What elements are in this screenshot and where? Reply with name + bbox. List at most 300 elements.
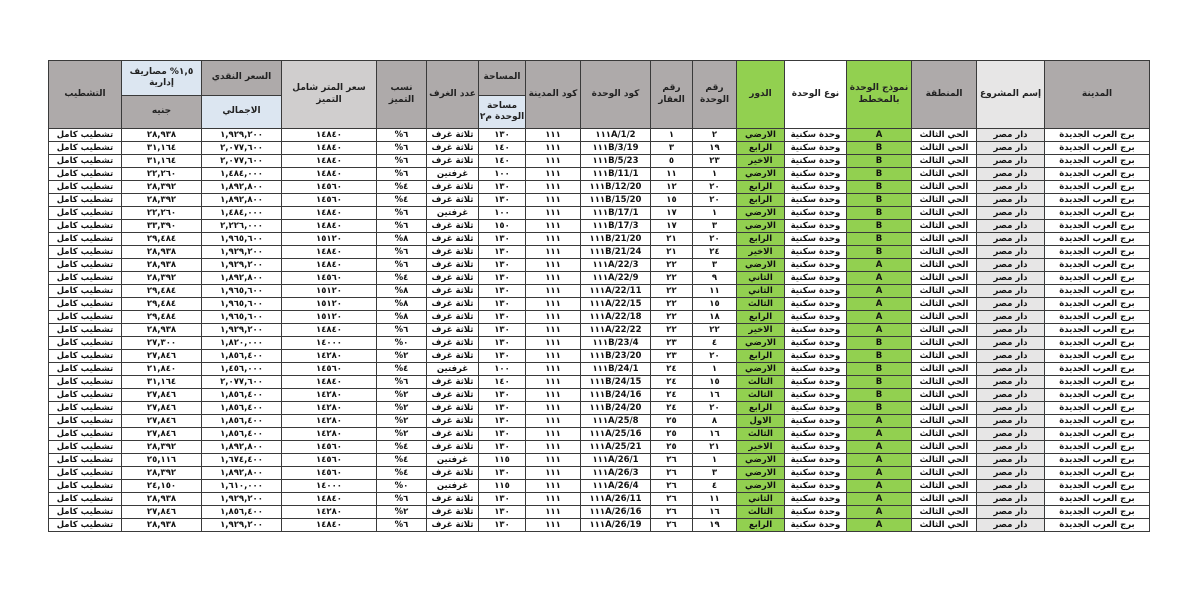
cell-unit-no: ٣	[693, 467, 737, 480]
cell-premium: ٤%	[377, 181, 427, 194]
cell-floor: الثاني	[737, 272, 785, 285]
cell-city-code: ١١١	[526, 285, 581, 298]
header-unit-code: كود الوحدة	[581, 61, 651, 129]
cell-finishing: تشطيب كامل	[49, 259, 122, 272]
cell-unit-no: ٢١	[693, 441, 737, 454]
cell-total: ١,٩٦٥,٦٠٠	[202, 311, 282, 324]
cell-total: ١,٩٦٥,٦٠٠	[202, 285, 282, 298]
cell-region: الحي الثالث	[912, 428, 977, 441]
cell-total: ١,٤٥٦,٠٠٠	[202, 363, 282, 376]
cell-model: A	[847, 506, 912, 519]
cell-rooms: ثلاثة غرف	[427, 519, 479, 532]
cell-project: دار مصر	[977, 493, 1045, 506]
cell-unit-no: ٨	[693, 415, 737, 428]
cell-rooms: ثلاثة غرف	[427, 415, 479, 428]
cell-finishing: تشطيب كامل	[49, 389, 122, 402]
cell-finishing: تشطيب كامل	[49, 363, 122, 376]
cell-finishing: تشطيب كامل	[49, 194, 122, 207]
cell-floor: الثاني	[737, 285, 785, 298]
cell-region: الحي الثالث	[912, 363, 977, 376]
cell-region: الحي الثالث	[912, 389, 977, 402]
cell-project: دار مصر	[977, 311, 1045, 324]
cell-city: برج العرب الجديدة	[1045, 246, 1150, 259]
cell-premium: ٦%	[377, 324, 427, 337]
cell-admin-fee: ٢٨,٣٩٢	[122, 467, 202, 480]
cell-rooms: ثلاثة غرف	[427, 428, 479, 441]
cell-meter-price: ١٤٨٤٠	[282, 142, 377, 155]
cell-unit-no: ١	[693, 207, 737, 220]
cell-total: ١,٩٦٥,٦٠٠	[202, 298, 282, 311]
cell-unit-code: ١١١A/22/22	[581, 324, 651, 337]
cell-finishing: تشطيب كامل	[49, 168, 122, 181]
header-floor: الدور	[737, 61, 785, 129]
table-row	[49, 298, 1150, 311]
cell-area: ١٣٠	[479, 298, 526, 311]
cell-city-code: ١١١	[526, 467, 581, 480]
cell-property-no: ١١	[651, 168, 693, 181]
cell-unit-no: ٣	[693, 220, 737, 233]
table-row	[49, 350, 1150, 363]
table-row	[49, 324, 1150, 337]
cell-city-code: ١١١	[526, 129, 581, 142]
cell-unit-no: ٣	[693, 259, 737, 272]
cell-floor: الارضي	[737, 129, 785, 142]
cell-meter-price: ١٤٠٠٠	[282, 337, 377, 350]
cell-admin-fee: ٢٨,٣٩٢	[122, 441, 202, 454]
cell-floor: الثالث	[737, 428, 785, 441]
cell-project: دار مصر	[977, 272, 1045, 285]
header-rooms: عدد الغرف	[427, 61, 479, 129]
cell-unit-no: ٢٠	[693, 350, 737, 363]
cell-admin-fee: ٢٨,٩٣٨	[122, 259, 202, 272]
cell-finishing: تشطيب كامل	[49, 519, 122, 532]
cell-rooms: ثلاثة غرف	[427, 493, 479, 506]
cell-total: ٢,٢٢٦,٠٠٠	[202, 220, 282, 233]
cell-meter-price: ١٤٥٦٠	[282, 363, 377, 376]
cell-type: وحدة سكنية	[785, 324, 847, 337]
cell-meter-price: ١٤٨٤٠	[282, 376, 377, 389]
cell-region: الحي الثالث	[912, 324, 977, 337]
table-row	[49, 194, 1150, 207]
cell-premium: ٦%	[377, 259, 427, 272]
cell-premium: ٦%	[377, 129, 427, 142]
header-property-no: رقم العقار	[651, 61, 693, 129]
cell-project: دار مصر	[977, 246, 1045, 259]
cell-rooms: غرفتين	[427, 363, 479, 376]
cell-city-code: ١١١	[526, 519, 581, 532]
cell-total: ١,٩٢٩,٢٠٠	[202, 324, 282, 337]
cell-admin-fee: ٢٨,٩٣٨	[122, 129, 202, 142]
cell-project: دار مصر	[977, 155, 1045, 168]
cell-city: برج العرب الجديدة	[1045, 480, 1150, 493]
cell-meter-price: ١٤٨٤٠	[282, 493, 377, 506]
cell-project: دار مصر	[977, 441, 1045, 454]
cell-premium: ٤%	[377, 363, 427, 376]
cell-unit-code: ١١١A/26/3	[581, 467, 651, 480]
cell-admin-fee: ٢٩,٤٨٤	[122, 311, 202, 324]
cell-admin-fee: ٢٧,٨٤٦	[122, 506, 202, 519]
cell-property-no: ٢١	[651, 233, 693, 246]
cell-floor: الارضي	[737, 337, 785, 350]
cell-model: B	[847, 389, 912, 402]
cell-city: برج العرب الجديدة	[1045, 493, 1150, 506]
cell-unit-code: ١١١B/12/20	[581, 181, 651, 194]
table-body	[49, 129, 1150, 532]
cell-type: وحدة سكنية	[785, 441, 847, 454]
cell-admin-fee: ٢١,٨٤٠	[122, 363, 202, 376]
cell-premium: ٨%	[377, 298, 427, 311]
header-area: مساحة الوحدة م٢	[479, 96, 526, 129]
cell-unit-no: ١	[693, 454, 737, 467]
cell-total: ١,٨٥٦,٤٠٠	[202, 389, 282, 402]
table-row	[49, 155, 1150, 168]
cell-type: وحدة سكنية	[785, 168, 847, 181]
cell-project: دار مصر	[977, 454, 1045, 467]
table-row	[49, 129, 1150, 142]
cell-unit-no: ٢٢	[693, 324, 737, 337]
cell-admin-fee: ٢٧,٨٤٦	[122, 415, 202, 428]
cell-floor: الارضي	[737, 259, 785, 272]
cell-total: ١,٩٢٩,٢٠٠	[202, 246, 282, 259]
cell-project: دار مصر	[977, 350, 1045, 363]
cell-model: A	[847, 480, 912, 493]
cell-unit-code: ١١١B/3/19	[581, 142, 651, 155]
cell-city: برج العرب الجديدة	[1045, 441, 1150, 454]
cell-project: دار مصر	[977, 415, 1045, 428]
cell-property-no: ٢٥	[651, 415, 693, 428]
table-row	[49, 389, 1150, 402]
cell-property-no: ٢٢	[651, 311, 693, 324]
cell-property-no: ٢٣	[651, 337, 693, 350]
cell-type: وحدة سكنية	[785, 337, 847, 350]
table-row	[49, 415, 1150, 428]
cell-property-no: ٢٦	[651, 467, 693, 480]
cell-total: ١,٦٧٤,٤٠٠	[202, 454, 282, 467]
header-model: نموذج الوحدة بالمخطط	[847, 61, 912, 129]
header-meter-price: سعر المتر شامل التميز	[282, 61, 377, 129]
cell-model: A	[847, 441, 912, 454]
cell-unit-code: ١١١B/23/4	[581, 337, 651, 350]
cell-property-no: ٢٢	[651, 285, 693, 298]
cell-project: دار مصر	[977, 259, 1045, 272]
cell-area: ١٣٠	[479, 129, 526, 142]
cell-floor: الرابع	[737, 142, 785, 155]
cell-finishing: تشطيب كامل	[49, 142, 122, 155]
cell-total: ١,٤٨٤,٠٠٠	[202, 168, 282, 181]
cell-property-no: ٢٤	[651, 376, 693, 389]
cell-rooms: ثلاثة غرف	[427, 337, 479, 350]
cell-total: ١,٨٩٢,٨٠٠	[202, 272, 282, 285]
cell-finishing: تشطيب كامل	[49, 298, 122, 311]
cell-city: برج العرب الجديدة	[1045, 363, 1150, 376]
cell-city-code: ١١١	[526, 142, 581, 155]
cell-city: برج العرب الجديدة	[1045, 233, 1150, 246]
header-project: إسم المشروع	[977, 61, 1045, 129]
cell-property-no: ٢٥	[651, 428, 693, 441]
cell-unit-code: ١١١A/26/1	[581, 454, 651, 467]
cell-rooms: ثلاثة غرف	[427, 220, 479, 233]
cell-finishing: تشطيب كامل	[49, 454, 122, 467]
cell-meter-price: ١٤٥٦٠	[282, 454, 377, 467]
cell-premium: ٠%	[377, 480, 427, 493]
cell-type: وحدة سكنية	[785, 220, 847, 233]
cell-model: A	[847, 454, 912, 467]
cell-unit-code: ١١١A/25/8	[581, 415, 651, 428]
cell-city-code: ١١١	[526, 441, 581, 454]
cell-meter-price: ١٤٢٨٠	[282, 506, 377, 519]
cell-project: دار مصر	[977, 506, 1045, 519]
cell-project: دار مصر	[977, 233, 1045, 246]
cell-model: B	[847, 402, 912, 415]
cell-floor: الارضي	[737, 207, 785, 220]
cell-area: ١٣٠	[479, 506, 526, 519]
cell-floor: الاخير	[737, 155, 785, 168]
cell-city: برج العرب الجديدة	[1045, 129, 1150, 142]
cell-unit-code: ١١١B/21/24	[581, 246, 651, 259]
cell-total: ٢,٠٧٧,٦٠٠	[202, 376, 282, 389]
cell-admin-fee: ٢٧,٣٠٠	[122, 337, 202, 350]
cell-city: برج العرب الجديدة	[1045, 376, 1150, 389]
cell-model: A	[847, 415, 912, 428]
table-row	[49, 259, 1150, 272]
cell-premium: ٢%	[377, 389, 427, 402]
cell-unit-code: ١١١B/11/1	[581, 168, 651, 181]
cell-meter-price: ١٥١٢٠	[282, 298, 377, 311]
cell-unit-no: ١١	[693, 285, 737, 298]
cell-project: دار مصر	[977, 285, 1045, 298]
cell-premium: ٨%	[377, 233, 427, 246]
cell-premium: ٢%	[377, 415, 427, 428]
cell-total: ٢,٠٧٧,٦٠٠	[202, 155, 282, 168]
cell-floor: الاخير	[737, 246, 785, 259]
header-total: الاجمالي	[202, 96, 282, 129]
cell-meter-price: ١٤٢٨٠	[282, 415, 377, 428]
table-row	[49, 402, 1150, 415]
cell-finishing: تشطيب كامل	[49, 129, 122, 142]
cell-city-code: ١١١	[526, 402, 581, 415]
cell-unit-no: ٢٠	[693, 181, 737, 194]
cell-project: دار مصر	[977, 402, 1045, 415]
cell-property-no: ٥	[651, 155, 693, 168]
table-row	[49, 272, 1150, 285]
cell-property-no: ١٧	[651, 220, 693, 233]
cell-premium: ٢%	[377, 350, 427, 363]
cell-area: ١٠٠	[479, 207, 526, 220]
cell-unit-no: ١٦	[693, 506, 737, 519]
cell-type: وحدة سكنية	[785, 350, 847, 363]
table-row	[49, 454, 1150, 467]
cell-property-no: ٢٣	[651, 350, 693, 363]
cell-model: B	[847, 363, 912, 376]
cell-admin-fee: ٢٧,٨٤٦	[122, 389, 202, 402]
cell-admin-fee: ٢٢,٢٦٠	[122, 207, 202, 220]
cell-total: ١,٨٥٦,٤٠٠	[202, 415, 282, 428]
table-row	[49, 285, 1150, 298]
cell-meter-price: ١٤٢٨٠	[282, 428, 377, 441]
cell-property-no: ٢٦	[651, 519, 693, 532]
cell-premium: ٦%	[377, 376, 427, 389]
cell-unit-code: ١١١B/23/20	[581, 350, 651, 363]
cell-city: برج العرب الجديدة	[1045, 454, 1150, 467]
cell-city-code: ١١١	[526, 389, 581, 402]
cell-admin-fee: ٢٨,٣٩٢	[122, 272, 202, 285]
cell-finishing: تشطيب كامل	[49, 311, 122, 324]
cell-type: وحدة سكنية	[785, 142, 847, 155]
cell-type: وحدة سكنية	[785, 428, 847, 441]
cell-city: برج العرب الجديدة	[1045, 181, 1150, 194]
cell-region: الحي الثالث	[912, 246, 977, 259]
cell-premium: ٢%	[377, 402, 427, 415]
cell-model: B	[847, 155, 912, 168]
cell-model: A	[847, 324, 912, 337]
cell-project: دار مصر	[977, 480, 1045, 493]
cell-premium: ٦%	[377, 519, 427, 532]
cell-city: برج العرب الجديدة	[1045, 194, 1150, 207]
cell-admin-fee: ٢٩,٤٨٤	[122, 285, 202, 298]
cell-region: الحي الثالث	[912, 480, 977, 493]
cell-region: الحي الثالث	[912, 168, 977, 181]
cell-model: B	[847, 246, 912, 259]
cell-admin-fee: ٢٤,١٥٠	[122, 480, 202, 493]
cell-type: وحدة سكنية	[785, 506, 847, 519]
cell-area: ١٣٠	[479, 259, 526, 272]
cell-finishing: تشطيب كامل	[49, 402, 122, 415]
cell-floor: الرابع	[737, 194, 785, 207]
cell-meter-price: ١٤٨٤٠	[282, 246, 377, 259]
cell-total: ١,٩٢٩,٢٠٠	[202, 129, 282, 142]
cell-premium: ٤%	[377, 467, 427, 480]
cell-finishing: تشطيب كامل	[49, 506, 122, 519]
cell-finishing: تشطيب كامل	[49, 480, 122, 493]
table-row	[49, 220, 1150, 233]
cell-premium: ٦%	[377, 155, 427, 168]
cell-total: ١,٩٢٩,٢٠٠	[202, 259, 282, 272]
cell-meter-price: ١٤٨٤٠	[282, 168, 377, 181]
cell-region: الحي الثالث	[912, 207, 977, 220]
table-row	[49, 480, 1150, 493]
cell-meter-price: ١٤٥٦٠	[282, 272, 377, 285]
cell-city-code: ١١١	[526, 298, 581, 311]
cell-city-code: ١١١	[526, 155, 581, 168]
cell-model: B	[847, 207, 912, 220]
cell-unit-code: ١١١A/25/16	[581, 428, 651, 441]
cell-city: برج العرب الجديدة	[1045, 207, 1150, 220]
cell-unit-code: ١١١B/24/20	[581, 402, 651, 415]
cell-city-code: ١١١	[526, 415, 581, 428]
cell-rooms: ثلاثة غرف	[427, 298, 479, 311]
cell-meter-price: ١٤٨٤٠	[282, 155, 377, 168]
cell-city: برج العرب الجديدة	[1045, 402, 1150, 415]
cell-region: الحي الثالث	[912, 454, 977, 467]
cell-admin-fee: ٢٨,٩٣٨	[122, 519, 202, 532]
cell-floor: الثالث	[737, 298, 785, 311]
cell-unit-no: ١١	[693, 493, 737, 506]
cell-admin-fee: ٢٨,٣٩٢	[122, 194, 202, 207]
table-row	[49, 467, 1150, 480]
cell-unit-no: ٢٤	[693, 246, 737, 259]
cell-type: وحدة سكنية	[785, 129, 847, 142]
cell-unit-code: ١١١B/17/1	[581, 207, 651, 220]
cell-property-no: ٢٦	[651, 493, 693, 506]
cell-area: ١٠٠	[479, 363, 526, 376]
cell-area: ١٣٠	[479, 246, 526, 259]
cell-city-code: ١١١	[526, 207, 581, 220]
cell-finishing: تشطيب كامل	[49, 220, 122, 233]
cell-unit-code: ١١١A/22/15	[581, 298, 651, 311]
cell-floor: الثالث	[737, 376, 785, 389]
cell-unit-no: ١٩	[693, 519, 737, 532]
cell-meter-price: ١٤٨٤٠	[282, 220, 377, 233]
cell-unit-no: ١	[693, 363, 737, 376]
cell-rooms: ثلاثة غرف	[427, 324, 479, 337]
header-region: المنطقة	[912, 61, 977, 129]
cell-area: ١٣٠	[479, 181, 526, 194]
cell-unit-code: ١١١B/21/20	[581, 233, 651, 246]
cell-type: وحدة سكنية	[785, 467, 847, 480]
cell-region: الحي الثالث	[912, 467, 977, 480]
cell-unit-code: ١١١A/22/9	[581, 272, 651, 285]
cell-region: الحي الثالث	[912, 220, 977, 233]
cell-property-no: ١٥	[651, 194, 693, 207]
cell-unit-no: ١٥	[693, 376, 737, 389]
cell-type: وحدة سكنية	[785, 454, 847, 467]
cell-finishing: تشطيب كامل	[49, 233, 122, 246]
cell-area: ١٣٠	[479, 233, 526, 246]
cell-rooms: ثلاثة غرف	[427, 389, 479, 402]
cell-premium: ٤%	[377, 194, 427, 207]
cell-unit-no: ٢٠	[693, 402, 737, 415]
cell-meter-price: ١٤٨٤٠	[282, 259, 377, 272]
cell-city-code: ١١١	[526, 480, 581, 493]
cell-unit-code: ١١١A/26/19	[581, 519, 651, 532]
cell-rooms: ثلاثة غرف	[427, 311, 479, 324]
cell-area: ١٣٠	[479, 272, 526, 285]
cell-city: برج العرب الجديدة	[1045, 259, 1150, 272]
cell-floor: الرابع	[737, 181, 785, 194]
cell-type: وحدة سكنية	[785, 415, 847, 428]
cell-total: ١,٨٥٦,٤٠٠	[202, 350, 282, 363]
table-row	[49, 311, 1150, 324]
cell-model: A	[847, 272, 912, 285]
cell-area: ١٣٠	[479, 467, 526, 480]
cell-meter-price: ١٤٥٦٠	[282, 194, 377, 207]
cell-city: برج العرب الجديدة	[1045, 415, 1150, 428]
cell-model: A	[847, 428, 912, 441]
cell-total: ١,٨٢٠,٠٠٠	[202, 337, 282, 350]
cell-premium: ٤%	[377, 454, 427, 467]
cell-region: الحي الثالث	[912, 259, 977, 272]
header-finishing: التشطيب	[49, 61, 122, 129]
cell-city: برج العرب الجديدة	[1045, 142, 1150, 155]
cell-type: وحدة سكنية	[785, 272, 847, 285]
cell-model: B	[847, 220, 912, 233]
cell-meter-price: ١٤٢٨٠	[282, 350, 377, 363]
header-admin-fee-group: ١,٥% مصاريف إدارية	[122, 61, 202, 96]
cell-admin-fee: ٣٣,٣٩٠	[122, 220, 202, 233]
cell-model: B	[847, 181, 912, 194]
cell-finishing: تشطيب كامل	[49, 285, 122, 298]
cell-model: A	[847, 467, 912, 480]
cell-model: B	[847, 142, 912, 155]
cell-admin-fee: ٢٧,٨٤٦	[122, 350, 202, 363]
cell-unit-code: ١١١B/24/16	[581, 389, 651, 402]
cell-model: B	[847, 337, 912, 350]
cell-city: برج العرب الجديدة	[1045, 506, 1150, 519]
cell-rooms: ثلاثة غرف	[427, 506, 479, 519]
cell-floor: الثاني	[737, 493, 785, 506]
cell-finishing: تشطيب كامل	[49, 428, 122, 441]
cell-region: الحي الثالث	[912, 519, 977, 532]
